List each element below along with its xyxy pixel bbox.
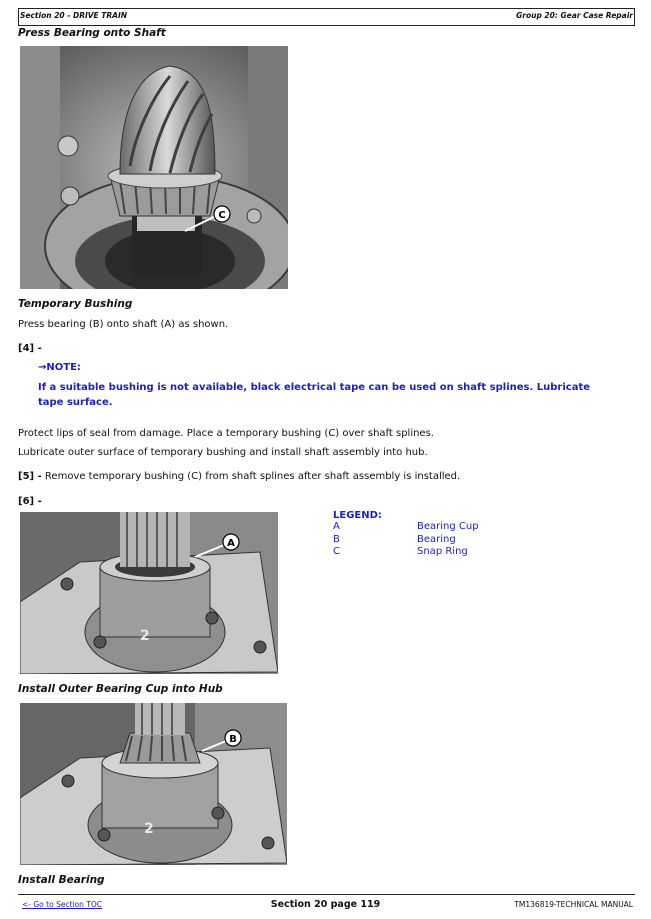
legend-key: C bbox=[333, 546, 340, 557]
para-press-bearing: Press bearing (B) onto shaft (A) as shown. bbox=[18, 319, 229, 330]
note-text: If a suitable bushing is not available, black electrical tape can be used on shaft splines. Lubricate tape surface. bbox=[38, 382, 591, 408]
legend-label: Snap Ring bbox=[417, 546, 468, 557]
legend-label: Bearing Cup bbox=[417, 521, 479, 532]
note-heading: →NOTE: bbox=[38, 362, 81, 373]
figure3-caption: Install Bearing bbox=[18, 874, 105, 886]
callout-b: B bbox=[229, 734, 237, 745]
step-5-number: [5] - bbox=[18, 471, 42, 482]
step-5-text: Remove temporary bushing (C) from shaft splines after shaft assembly is installed. bbox=[44, 471, 461, 482]
legend-key: A bbox=[333, 521, 340, 532]
step-6-number: [6] - bbox=[18, 496, 42, 507]
svg-text:2: 2 bbox=[144, 821, 154, 837]
legend-item bbox=[333, 546, 479, 559]
svg-text:2: 2 bbox=[140, 628, 150, 644]
page-number: Section 20 page 119 bbox=[270, 899, 381, 910]
legend-label: Bearing bbox=[417, 533, 456, 545]
figure1-photo bbox=[20, 46, 288, 289]
figure2-photo bbox=[20, 512, 278, 674]
figure1-title: Press Bearing onto Shaft bbox=[18, 27, 166, 39]
figure2-caption: Install Outer Bearing Cup into Hub bbox=[18, 683, 223, 695]
legend-item bbox=[333, 521, 479, 534]
figure3-photo bbox=[20, 703, 287, 865]
para-lubricate: Lubricate outer surface of temporary bushing and install shaft assembly into hub. bbox=[18, 447, 428, 458]
legend-title: LEGEND: bbox=[333, 510, 382, 521]
legend bbox=[333, 510, 479, 559]
page-header bbox=[18, 8, 635, 26]
para-protect-lips: Protect lips of seal from damage. Place a temporary bushing (C) over shaft splines. bbox=[18, 428, 434, 439]
go-to-section-toc-link[interactable]: <- Go to Section TOC bbox=[22, 900, 103, 909]
callout-a: A bbox=[227, 538, 235, 549]
group-title: Group 20: Gear Case Repair bbox=[516, 11, 633, 20]
legend-item bbox=[333, 534, 479, 547]
figure1-caption: Temporary Bushing bbox=[18, 298, 133, 310]
legend-key: B bbox=[333, 533, 340, 545]
step-4-number: [4] - bbox=[18, 343, 42, 354]
manual-id: TM136819-TECHNICAL MANUAL bbox=[514, 900, 633, 909]
section-title: Section 20 - DRIVE TRAIN bbox=[20, 11, 128, 20]
callout-c: C bbox=[218, 210, 226, 221]
footer-divider bbox=[18, 894, 635, 895]
